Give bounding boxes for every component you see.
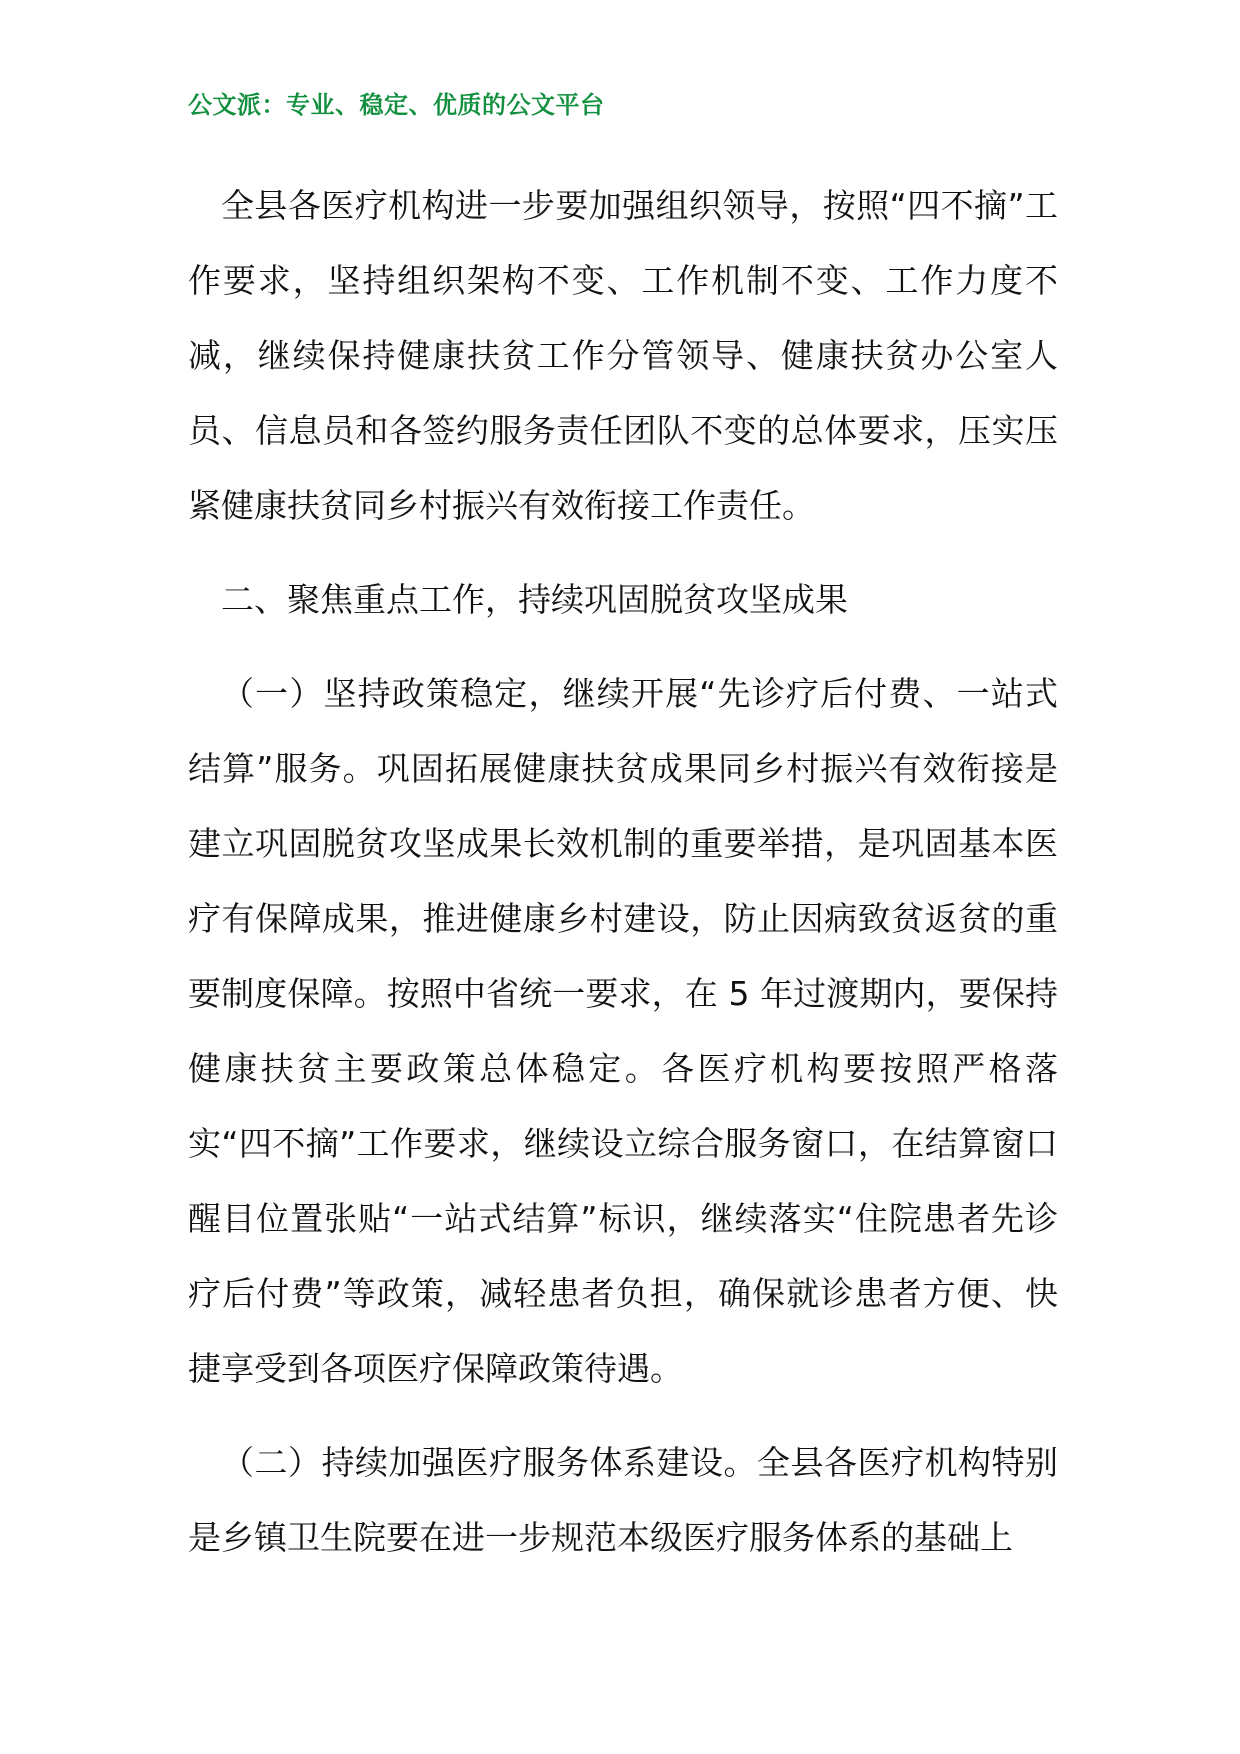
paragraph-policy-stability: （一）坚持政策稳定，继续开展“先诊疗后付费、一站式结算”服务。巩固拓展健康扶贫成果同乡村振兴有效衔接是建立巩固脱贫攻坚成果长效机制的重要举措，是巩固基本医疗有保障成果，推进健康乡村建设，防止因病致贫返贫的重要制度保障。按照中省统一要求，在 5 年过渡期内，要保持健康扶贫主要政策总体稳定。各医疗机构要按照严格落实“四不摘”工作要求，继续设立综合服务窗口，在结算窗口醒目位置张贴“一站式结算”标识，继续落实“住院患者先诊疗后付费”等政策，减轻患者负担，确保就诊患者方便、快捷享受到各项医疗保障政策待遇。 <box>188 674 1058 1388</box>
paragraph-responsibility: 全县各医疗机构进一步要加强组织领导，按照“四不摘”工作要求，坚持组织架构不变、工作机制不变、工作力度不减，继续保持健康扶贫工作分管领导、健康扶贫办公室人员、信息员和各签约服务责任团队不变的总体要求，压实压紧健康扶贫同乡村振兴有效衔接工作责任。 <box>188 186 1058 525</box>
paragraph-service-system: （二）持续加强医疗服务体系建设。全县各医疗机构特别是乡镇卫生院要在进一步规范本级医疗服务体系的基础上 <box>188 1443 1058 1557</box>
section-heading-two: 二、聚焦重点工作，持续巩固脱贫攻坚成果 <box>221 580 848 619</box>
document-body <box>188 168 1058 1575</box>
page-header: 公文派：专业、稳定、优质的公文平台 <box>188 91 605 119</box>
